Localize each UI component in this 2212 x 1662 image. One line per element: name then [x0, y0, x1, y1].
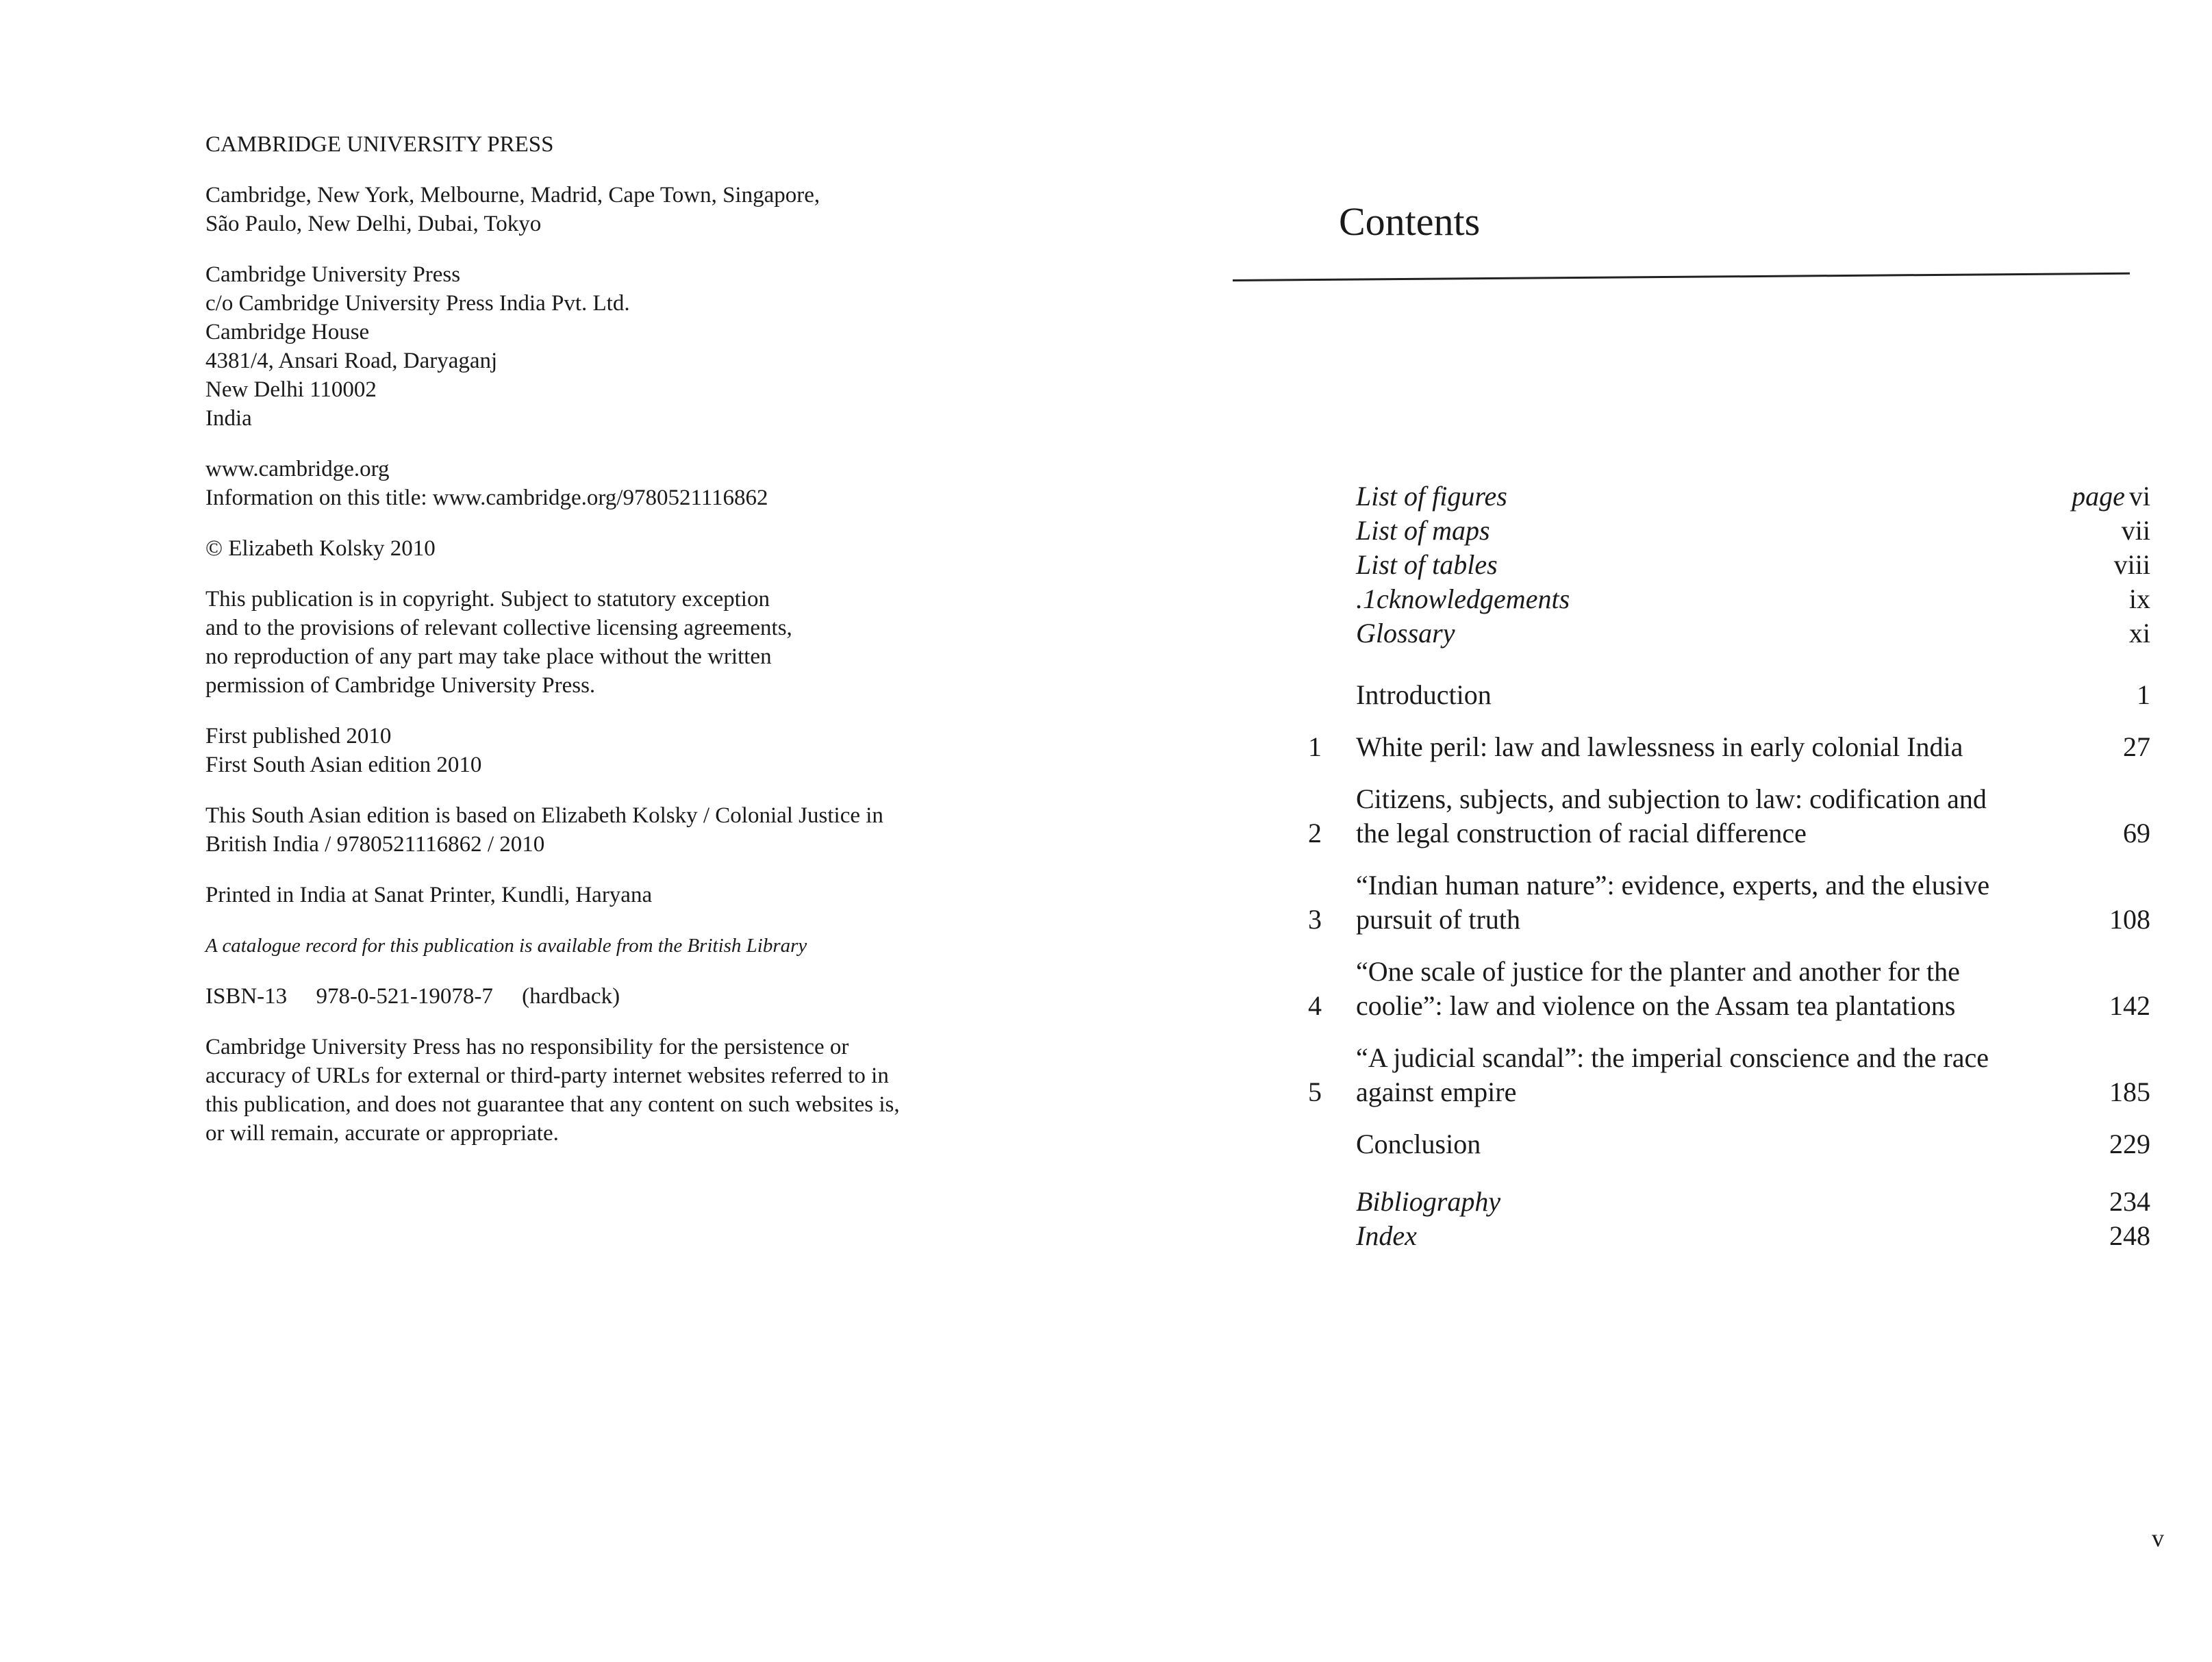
chapter-number: 1 — [1308, 731, 1322, 762]
title-info-line: Information on this title: www.cambridge.org/9780521116862 — [205, 486, 768, 510]
toc-entry-title: Introduction — [1356, 679, 1492, 710]
toc-entry-list-of-tables[interactable] — [1287, 548, 2150, 582]
address-line: Cambridge University Press — [205, 262, 461, 287]
based-on-line: This South Asian edition is based on Elizabeth Kolsky / Colonial Justice in — [205, 803, 883, 828]
isbn-binding: (hardback) — [522, 984, 620, 1009]
toc-entry-chapter-1[interactable] — [1287, 730, 2150, 764]
copyright-line: © Elizabeth Kolsky 2010 — [205, 536, 436, 561]
toc-entry-chapter-5[interactable] — [1287, 1041, 2150, 1109]
toc-entry-page: 108 — [2109, 904, 2150, 935]
toc-entry-title: List of maps — [1356, 515, 1490, 546]
toc-entry-title: White peril: law and lawlessness in early colonial India — [1356, 731, 1963, 762]
disclaimer-line: Cambridge University Press has no responsibility for the persistence or — [205, 1035, 849, 1059]
printer-line: Printed in India at Sanat Printer, Kundli, Haryana — [205, 883, 653, 907]
chapter-number: 5 — [1308, 1076, 1322, 1107]
toc-entry-page: vii — [2121, 515, 2150, 546]
toc-entry-page: 234 — [2109, 1186, 2150, 1217]
toc-entry-title: “Indian human nature”: evidence, experts, and the elusive pursuit of truth — [1356, 870, 1990, 935]
web-block — [205, 455, 1027, 512]
toc-entry-page: 185 — [2109, 1076, 2150, 1107]
publisher-name: CAMBRIDGE UNIVERSITY PRESS — [205, 132, 554, 157]
catalogue-line: A catalogue record for this publication is available from the British Library — [205, 935, 807, 957]
toc-entry-chapter-3[interactable] — [1287, 868, 2150, 937]
printer-block — [205, 881, 1027, 909]
page-folio: v — [2152, 1524, 2164, 1552]
toc-entry-page: 248 — [2109, 1220, 2150, 1251]
cities-line: São Paulo, New Delhi, Dubai, Tokyo — [205, 212, 542, 236]
toc-entry-page: 229 — [2109, 1129, 2150, 1159]
toc-entry-chapter-4[interactable] — [1287, 955, 2150, 1023]
address-line: New Delhi 110002 — [205, 377, 377, 402]
edition-line: First South Asian edition 2010 — [205, 753, 482, 777]
toc-entry-index[interactable] — [1287, 1219, 2150, 1253]
address-line: India — [205, 406, 252, 431]
front-matter-list — [1287, 479, 2150, 651]
cities-line: Cambridge, New York, Melbourne, Madrid, Cape Town, Singapore, — [205, 183, 820, 207]
toc-entry-title: “One scale of justice for the planter and another for the coolie”: law and violence on the Assam tea plantations — [1356, 956, 1960, 1021]
website-line: www.cambridge.org — [205, 457, 390, 481]
rights-line: This publication is in copyright. Subject to statutory exception — [205, 587, 770, 612]
toc-entry-page: page vi — [2072, 481, 2150, 512]
toc-entry-introduction[interactable] — [1287, 678, 2150, 712]
toc-entry-page: 1 — [2137, 679, 2150, 710]
chapter-number: 3 — [1308, 904, 1322, 935]
address-line: 4381/4, Ansari Road, Daryaganj — [205, 349, 498, 373]
isbn-block — [205, 982, 1027, 1011]
rights-line: and to the provisions of relevant collective licensing agreements, — [205, 616, 792, 640]
toc-entry-title: Glossary — [1356, 618, 1455, 649]
toc-entry-glossary[interactable] — [1287, 616, 2150, 651]
toc-entry-title: List of tables — [1356, 549, 1498, 580]
toc-entry-page: 69 — [2123, 818, 2150, 848]
disclaimer-line: accuracy of URLs for external or third-party internet websites referred to in — [205, 1063, 889, 1088]
toc-entry-conclusion[interactable] — [1287, 1127, 2150, 1161]
publisher-block — [205, 130, 1027, 159]
heading-rule — [1233, 273, 2130, 281]
based-on-line: British India / 9780521116862 / 2010 — [205, 832, 545, 857]
toc-entry-title: List of figures — [1356, 481, 1507, 512]
disclaimer-line: this publication, and does not guarantee that any content on such websites is, — [205, 1092, 900, 1117]
imprint-page — [205, 130, 1027, 1170]
toc-entry-title: “A judicial scandal”: the imperial conscience and the race against empire — [1356, 1042, 1989, 1107]
address-line: c/o Cambridge University Press India Pvt. Ltd. — [205, 291, 630, 316]
page-word: page — [2072, 481, 2125, 512]
chapter-number: 4 — [1308, 990, 1322, 1021]
toc-entry-acknowledgements[interactable] — [1287, 582, 2150, 616]
toc-entry-title: Index — [1356, 1220, 1417, 1251]
rights-line: permission of Cambridge University Press. — [205, 673, 596, 698]
toc-entry-list-of-figures[interactable] — [1287, 479, 2150, 514]
disclaimer-line: or will remain, accurate or appropriate. — [205, 1121, 559, 1146]
toc-entry-page: xi — [2128, 618, 2150, 649]
toc-entry-bibliography[interactable] — [1287, 1185, 2150, 1219]
table-of-contents — [1287, 479, 2150, 1253]
disclaimer-block — [205, 1033, 1027, 1148]
contents-heading: Contents — [1339, 199, 1481, 244]
based-on-block — [205, 801, 1027, 859]
edition-line: First published 2010 — [205, 724, 392, 748]
toc-entry-chapter-2[interactable] — [1287, 782, 2150, 851]
toc-entry-page: viii — [2113, 549, 2150, 580]
toc-entry-page: 27 — [2123, 731, 2150, 762]
rights-block — [205, 585, 1027, 700]
chapter-number: 2 — [1308, 818, 1322, 848]
isbn-number: 978-0-521-19078-7 — [316, 984, 493, 1009]
rights-line: no reproduction of any part may take place without the written — [205, 644, 772, 669]
address-block — [205, 260, 1027, 433]
editions-block — [205, 722, 1027, 779]
toc-entry-title: Conclusion — [1356, 1129, 1481, 1159]
toc-entry-title: .1cknowledgements — [1356, 583, 1570, 614]
copyright-block — [205, 534, 1027, 563]
catalogue-block — [205, 931, 1027, 960]
toc-entry-page: ix — [2128, 583, 2150, 614]
toc-entry-title: Citizens, subjects, and subjection to law: codification and the legal construction of racial difference — [1356, 783, 1987, 848]
toc-entry-list-of-maps[interactable] — [1287, 514, 2150, 548]
toc-entry-page: 142 — [2109, 990, 2150, 1021]
isbn-label: ISBN-13 — [205, 984, 288, 1009]
toc-entry-title: Bibliography — [1356, 1186, 1501, 1217]
address-line: Cambridge House — [205, 320, 370, 344]
cities-block — [205, 181, 1027, 238]
